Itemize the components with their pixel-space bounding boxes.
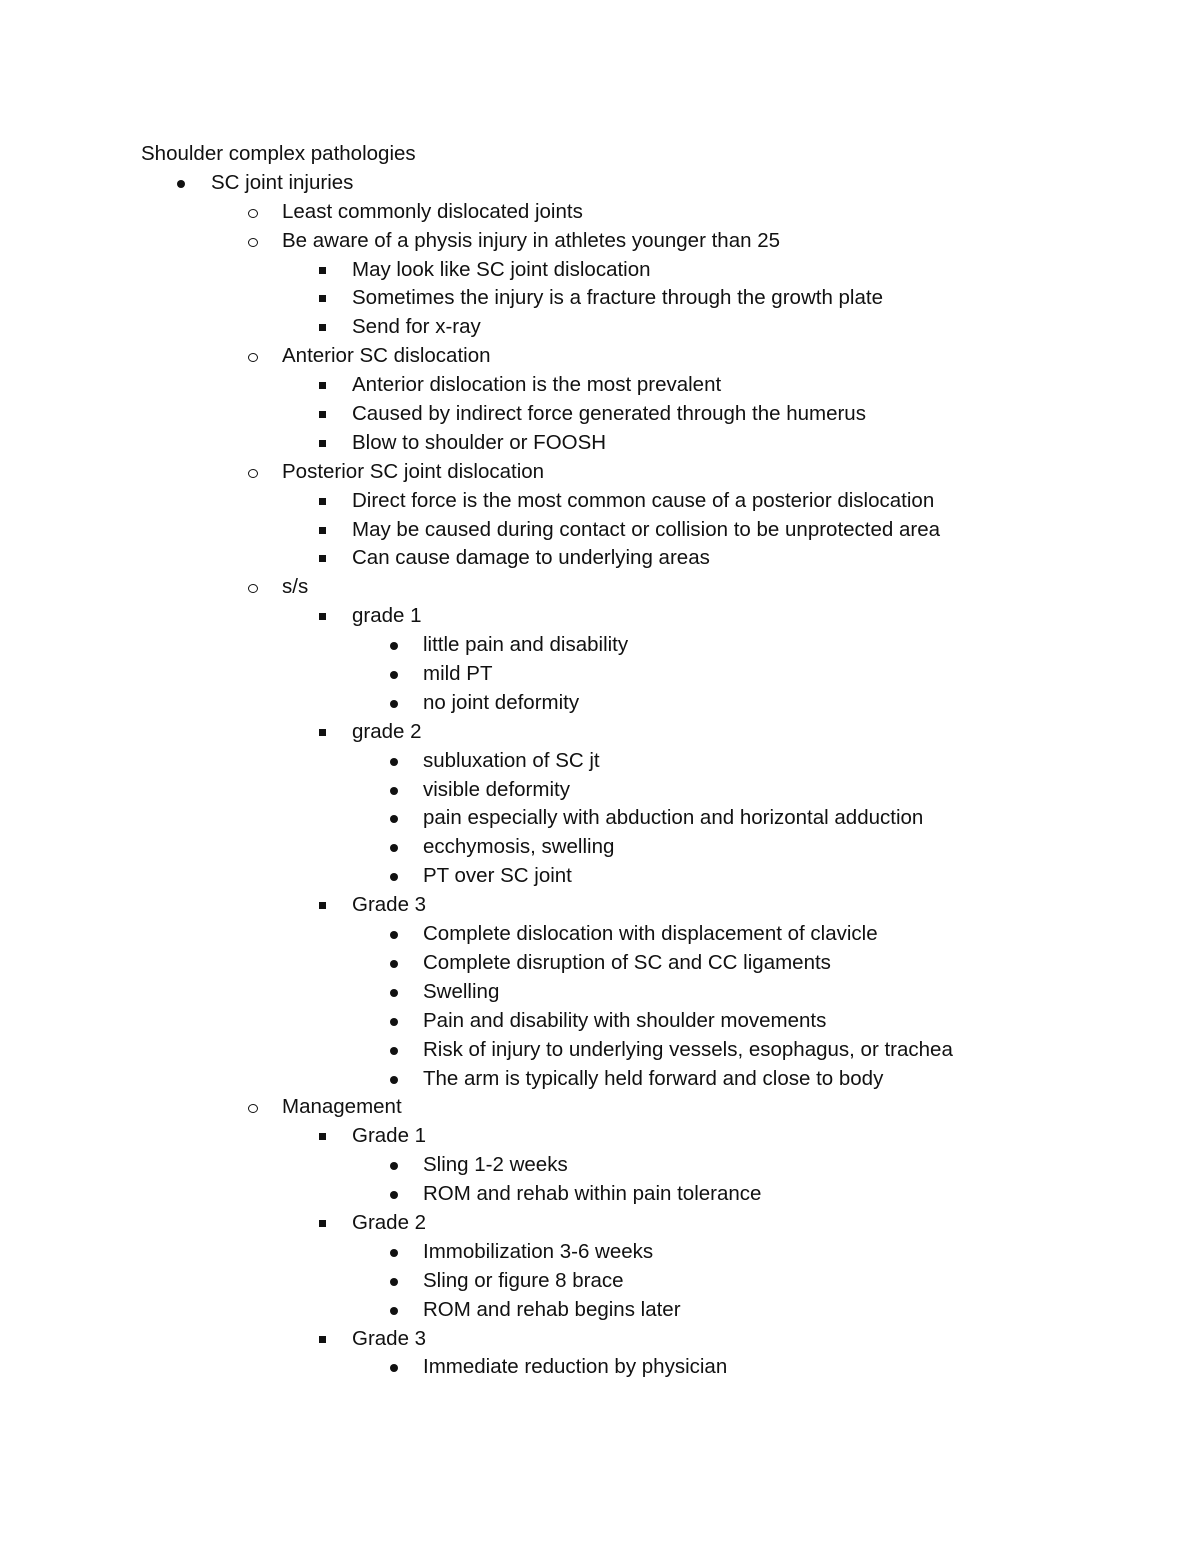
outline-item-text: Risk of injury to underlying vessels, esophagus, or trachea xyxy=(423,1037,953,1061)
outline-item-text: Anterior SC dislocation xyxy=(282,344,491,368)
outline-item-text: Swelling xyxy=(423,979,500,1003)
outline-item-level-3 xyxy=(141,516,1041,545)
outline-item-level-4 xyxy=(141,631,1041,660)
outline-item-level-3 xyxy=(141,256,1041,285)
document-title: Shoulder complex pathologies xyxy=(141,142,416,165)
outline-item-text: Sling 1-2 weeks xyxy=(423,1153,568,1177)
outline-item-level-3 xyxy=(141,487,1041,516)
outline-item-level-4 xyxy=(141,978,1041,1007)
outline-item-text: ROM and rehab within pain tolerance xyxy=(423,1182,762,1206)
outline-item-level-4 xyxy=(141,862,1041,891)
outline-item-text: Grade 3 xyxy=(352,893,427,917)
outline-item-text: little pain and disability xyxy=(423,633,629,657)
outline-item-text: pain especially with abduction and horizontal adduction xyxy=(423,806,924,830)
outline-item-level-1 xyxy=(141,169,1041,198)
outline-item-level-3 xyxy=(141,371,1041,400)
outline-item-text: Immobilization 3-6 weeks xyxy=(423,1239,654,1263)
outline-item-text: Immediate reduction by physician xyxy=(423,1355,728,1379)
outline-item-text: grade 1 xyxy=(352,604,422,628)
outline-item-level-3 xyxy=(141,891,1041,920)
outline-item-text: The arm is typically held forward and close to body xyxy=(423,1066,884,1090)
outline-item-level-3 xyxy=(141,429,1041,458)
outline-item-level-2 xyxy=(141,198,1041,227)
outline-item-text: ROM and rehab begins later xyxy=(423,1297,681,1321)
outline-item-text: visible deformity xyxy=(423,777,570,801)
outline-item-text: no joint deformity xyxy=(423,690,580,714)
outline-item-level-4 xyxy=(141,776,1041,805)
outline-item-level-4 xyxy=(141,1180,1041,1209)
document-body xyxy=(141,140,1041,1382)
outline-item-text: grade 2 xyxy=(352,719,422,743)
outline-item-text: subluxation of SC jt xyxy=(423,748,600,772)
outline-item-level-4 xyxy=(141,1036,1041,1065)
outline-item-text: Least commonly dislocated joints xyxy=(282,199,583,223)
outline-item-level-3 xyxy=(141,718,1041,747)
outline-item-text: Be aware of a physis injury in athletes younger than 25 xyxy=(282,228,780,252)
outline-item-level-3 xyxy=(141,400,1041,429)
outline-item-level-4 xyxy=(141,747,1041,776)
outline-item-level-2 xyxy=(141,342,1041,371)
outline-item-text: Grade 2 xyxy=(352,1210,427,1234)
outline-item-text: s/s xyxy=(282,575,309,599)
outline-item-level-4 xyxy=(141,1296,1041,1325)
outline-item-level-4 xyxy=(141,1007,1041,1036)
outline-item-level-2 xyxy=(141,573,1041,602)
outline-item-text: May look like SC joint dislocation xyxy=(352,257,651,281)
outline-item-text: ecchymosis, swelling xyxy=(423,835,615,859)
outline-item-level-4 xyxy=(141,1151,1041,1180)
outline-item-level-4 xyxy=(141,949,1041,978)
outline-item-level-4 xyxy=(141,833,1041,862)
outline-item-text: Sometimes the injury is a fracture through the growth plate xyxy=(352,286,883,310)
outline-item-level-3 xyxy=(141,544,1041,573)
outline-item-level-2 xyxy=(141,227,1041,256)
outline-item-text: SC joint injuries xyxy=(211,170,354,194)
outline-item-text: Management xyxy=(282,1095,402,1119)
outline-item-level-2 xyxy=(141,458,1041,487)
outline-item-level-3 xyxy=(141,1122,1041,1151)
outline-item-text: PT over SC joint xyxy=(423,864,572,888)
outline-item-level-3 xyxy=(141,313,1041,342)
outline-item-level-4 xyxy=(141,1065,1041,1094)
outline-item-level-4 xyxy=(141,660,1041,689)
outline-item-level-4 xyxy=(141,804,1041,833)
outline-item-text: Blow to shoulder or FOOSH xyxy=(352,430,607,454)
outline-item-level-2 xyxy=(141,1093,1041,1122)
outline-item-text: Can cause damage to underlying areas xyxy=(352,546,710,570)
outline-list xyxy=(141,169,1041,1382)
outline-item-level-4 xyxy=(141,1267,1041,1296)
outline-item-text: Anterior dislocation is the most prevalent xyxy=(352,373,722,397)
outline-item-text: Send for x-ray xyxy=(352,315,481,339)
outline-item-level-4 xyxy=(141,689,1041,718)
outline-item-level-4 xyxy=(141,920,1041,949)
outline-item-level-4 xyxy=(141,1238,1041,1267)
outline-item-text: Sling or figure 8 brace xyxy=(423,1268,624,1292)
outline-item-level-3 xyxy=(141,1209,1041,1238)
outline-item-level-3 xyxy=(141,1325,1041,1354)
outline-item-text: Grade 1 xyxy=(352,1124,427,1148)
outline-item-text: Complete dislocation with displacement of clavicle xyxy=(423,922,878,946)
outline-item-text: Direct force is the most common cause of a posterior dislocation xyxy=(352,488,935,512)
outline-item-text: Caused by indirect force generated through the humerus xyxy=(352,402,866,426)
outline-item-text: Posterior SC joint dislocation xyxy=(282,459,545,483)
outline-item-text: Complete disruption of SC and CC ligaments xyxy=(423,950,831,974)
outline-item-text: May be caused during contact or collision to be unprotected area xyxy=(352,517,941,541)
outline-item-text: Grade 3 xyxy=(352,1326,427,1350)
outline-item-level-4 xyxy=(141,1353,1041,1382)
outline-item-level-3 xyxy=(141,284,1041,313)
outline-item-text: mild PT xyxy=(423,662,493,686)
outline-item-level-3 xyxy=(141,602,1041,631)
outline-item-text: Pain and disability with shoulder movements xyxy=(423,1008,827,1032)
